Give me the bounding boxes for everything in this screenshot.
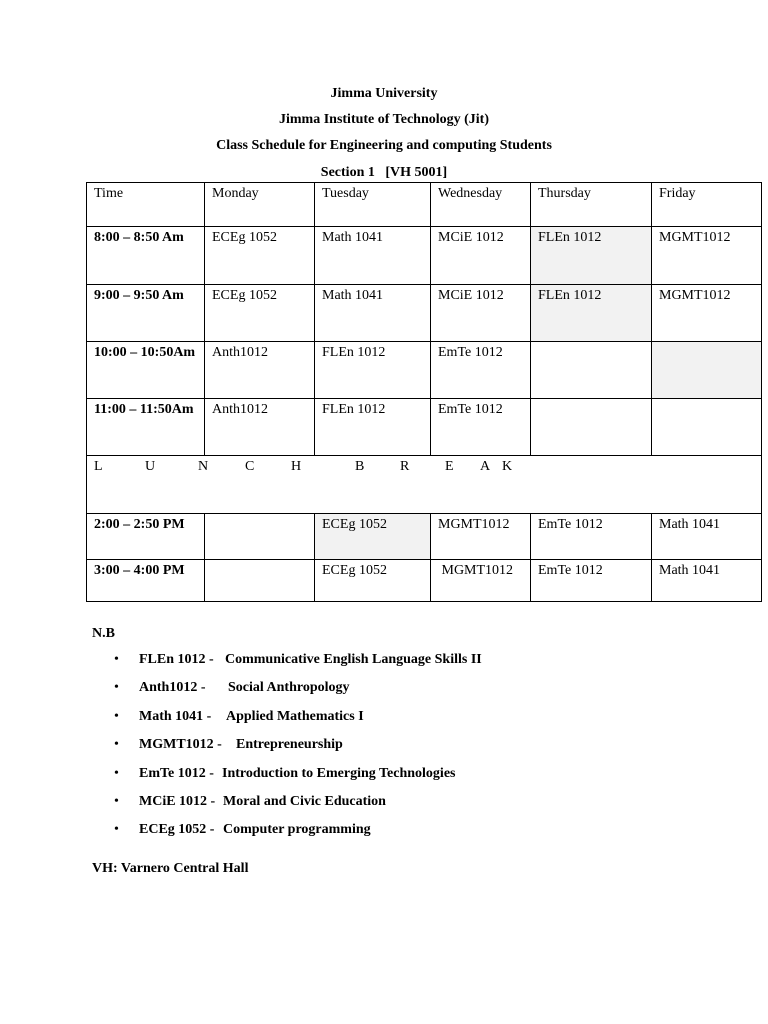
time-slot: 10:00 – 10:50Am — [87, 342, 205, 399]
class-cell: FLEn 1012 — [315, 342, 431, 399]
class-cell: MCiE 1012 — [431, 285, 531, 342]
course-description: Entrepreneurship — [236, 737, 343, 753]
section-label: Section 1 [VH 5001] — [320, 165, 448, 180]
class-cell: MGMT1012 — [652, 285, 762, 342]
class-cell — [531, 342, 652, 399]
column-header-friday: Friday — [652, 183, 762, 227]
course-code: Math 1041 - — [139, 708, 212, 724]
lunch-letter: A — [480, 459, 491, 474]
bullet-icon: • — [114, 765, 119, 781]
nb-title: N.B — [92, 626, 115, 641]
class-cell: Math 1041 — [315, 285, 431, 342]
lunch-letter: L — [94, 459, 103, 474]
schedule-title: Class Schedule for Engineering and computing Students — [216, 138, 552, 153]
class-cell: Math 1041 — [652, 514, 762, 560]
bullet-icon: • — [114, 652, 119, 667]
venue-footnote: VH: Varnero Central Hall — [92, 861, 249, 876]
column-header-tuesday: Tuesday — [315, 183, 431, 227]
course-code: EmTe 1012 - — [139, 765, 214, 781]
class-cell: ECEg 1052 — [315, 514, 431, 560]
time-slot: 9:00 – 9:50 Am — [87, 285, 205, 342]
university-name: Jimma University — [330, 86, 438, 101]
table-row — [87, 560, 762, 602]
table-row — [87, 227, 762, 285]
class-cell: FLEn 1012 — [315, 399, 431, 456]
class-cell — [652, 342, 762, 399]
column-header-monday: Monday — [205, 183, 315, 227]
table-row — [87, 342, 762, 399]
lunch-letter: C — [245, 459, 255, 474]
bullet-icon: • — [114, 793, 119, 809]
class-cell — [205, 560, 315, 602]
course-description: Communicative English Language Skills II — [225, 652, 482, 667]
course-code: FLEn 1012 - — [139, 652, 214, 667]
class-cell: MGMT1012 — [431, 514, 531, 560]
course-description: Moral and Civic Education — [223, 793, 386, 809]
class-cell — [652, 399, 762, 456]
course-code: ECEg 1052 - — [139, 822, 215, 838]
class-cell: EmTe 1012 — [531, 514, 652, 560]
lunch-break-row — [87, 456, 762, 514]
column-header-wednesday: Wednesday — [431, 183, 531, 227]
class-cell: MCiE 1012 — [431, 227, 531, 285]
schedule-table — [86, 182, 762, 602]
table-row — [87, 514, 762, 560]
class-cell: Math 1041 — [315, 227, 431, 285]
class-cell: MGMT1012 — [652, 227, 762, 285]
class-cell: EmTe 1012 — [531, 560, 652, 602]
time-slot: 3:00 – 4:00 PM — [87, 560, 205, 602]
lunch-break-cell — [87, 456, 762, 514]
course-code: MCiE 1012 - — [139, 793, 216, 809]
class-cell: Anth1012 — [205, 399, 315, 456]
class-cell: FLEn 1012 — [531, 227, 652, 285]
class-cell — [205, 514, 315, 560]
class-cell: ECEg 1052 — [205, 285, 315, 342]
lunch-letter: B — [355, 459, 365, 474]
bullet-icon: • — [114, 680, 119, 696]
course-description: Computer programming — [223, 822, 371, 838]
class-cell: ECEg 1052 — [315, 560, 431, 602]
course-description: Introduction to Emerging Technologies — [222, 765, 456, 781]
institute-name: Jimma Institute of Technology (Jit) — [279, 112, 489, 127]
lunch-letter: K — [502, 459, 513, 474]
class-cell: EmTe 1012 — [431, 342, 531, 399]
class-cell: ECEg 1052 — [205, 227, 315, 285]
bullet-icon: • — [114, 822, 119, 838]
lunch-letter: U — [145, 459, 156, 474]
bullet-icon: • — [114, 737, 119, 753]
course-description: Applied Mathematics I — [226, 708, 364, 724]
table-row — [87, 399, 762, 456]
class-cell: Anth1012 — [205, 342, 315, 399]
class-cell: FLEn 1012 — [531, 285, 652, 342]
class-cell — [531, 399, 652, 456]
lunch-letter: E — [445, 459, 454, 474]
class-cell: Math 1041 — [652, 560, 762, 602]
column-header-time: Time — [87, 183, 205, 227]
time-slot: 8:00 – 8:50 Am — [87, 227, 205, 285]
course-code: Anth1012 - — [139, 680, 206, 696]
time-slot: 2:00 – 2:50 PM — [87, 514, 205, 560]
class-cell: MGMT1012 — [431, 560, 531, 602]
header-row — [87, 183, 762, 227]
bullet-icon: • — [114, 708, 119, 724]
lunch-letter: H — [291, 459, 302, 474]
time-slot: 11:00 – 11:50Am — [87, 399, 205, 456]
lunch-letter: R — [400, 459, 410, 474]
column-header-thursday: Thursday — [531, 183, 652, 227]
course-description: Social Anthropology — [228, 680, 350, 696]
table-row — [87, 285, 762, 342]
course-code: MGMT1012 - — [139, 737, 222, 753]
class-cell: EmTe 1012 — [431, 399, 531, 456]
lunch-letter: N — [198, 459, 209, 474]
